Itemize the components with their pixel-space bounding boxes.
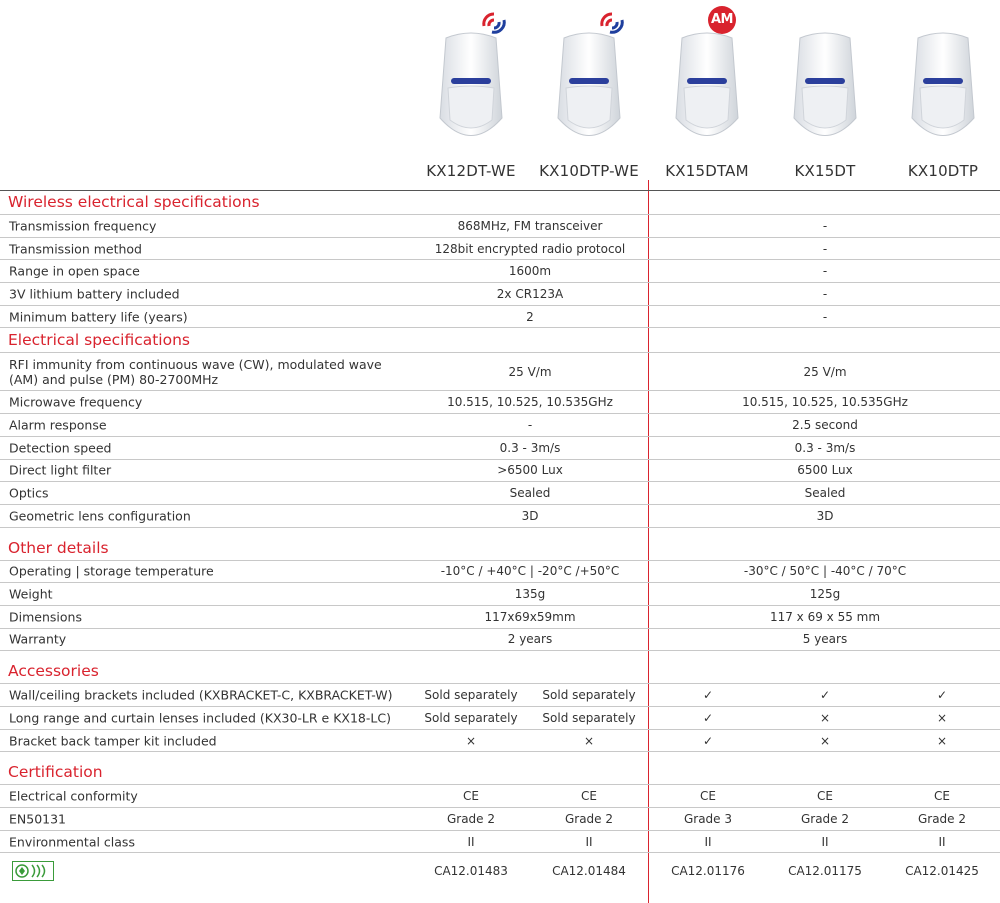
row-label: Minimum battery life (years) [9,309,188,325]
table-row [0,606,1000,629]
row-label: Range in open space [9,263,140,279]
pir-sensor-image [790,28,860,150]
product-name: KX15DTAM [665,162,749,180]
cell-kx10dtp-we: II [585,834,593,849]
row-label: Weight [9,586,53,602]
section-header-accessories [0,651,1000,684]
wired-value: - [822,241,828,256]
pir-sensor-image [908,28,978,150]
wired-value: - [822,264,828,279]
table-row [0,238,1000,261]
am-badge-icon: AM [708,6,736,34]
wired-value: 25 V/m [803,364,847,379]
cell-kx10dtp: CE [934,789,950,804]
wired-value: 10.515, 10.525, 10.535GHz [742,395,908,410]
product-kx10dtp-we [530,0,648,190]
wireless-value: 2 years [507,632,553,647]
wireless-value: >6500 Lux [497,463,563,478]
row-label: Microwave frequency [9,394,143,410]
cell-kx10dtp-we: Sold separately [542,688,636,703]
row-label: Transmission frequency [9,218,157,234]
cell-kx15dt: II [821,834,829,849]
check-icon: ✓ [936,688,948,703]
wireless-value: 0.3 - 3m/s [499,440,561,455]
wireless-value: 1600m [508,264,552,279]
section-title: Wireless electrical specifications [8,193,260,211]
wireless-value: 135g [514,587,546,602]
cell-kx10dtp-we: CA12.01484 [552,864,626,879]
table-row [0,505,1000,528]
cross-icon: × [819,733,831,748]
row-label: Wall/ceiling brackets included (KXBRACKET-C, KXBRACKET-W) [9,687,393,703]
table-row [0,730,1000,753]
row-label: Transmission method [9,241,142,257]
table-row [0,215,1000,238]
cell-kx10dtp: II [938,834,946,849]
wired-value: 2.5 second [792,417,858,432]
wireless-value: 3D [521,508,539,523]
table-row [0,629,1000,652]
table-row [0,283,1000,306]
product-kx10dtp [884,0,1000,190]
cell-kx10dtp: Grade 2 [917,811,967,826]
cross-icon: × [936,710,948,725]
wired-value: - [822,286,828,301]
cell-kx10dtp-we: CE [581,789,597,804]
cell-kx12dt-we: Sold separately [424,710,518,725]
cross-icon: × [819,710,831,725]
wired-value: Sealed [804,486,846,501]
row-label: Bracket back tamper kit included [9,733,217,749]
cell-kx12dt-we: Grade 2 [446,811,496,826]
wired-value: 3D [816,508,834,523]
table-row [0,306,1000,329]
product-header [0,0,1000,190]
section-title: Accessories [8,662,99,681]
wireless-value: - [527,417,533,432]
wireless-value: 117x69x59mm [484,609,576,624]
wireless-value: -10°C / +40°C | -20°C /+50°C [440,564,620,579]
row-label: Alarm response [9,417,107,433]
row-label: Optics [9,485,49,501]
row-label: EN50131 [9,811,67,827]
table-row [0,437,1000,460]
product-kx15dtam [648,0,766,190]
table-row [0,831,1000,854]
cell-kx10dtp-we: Grade 2 [564,811,614,826]
cell-kx15dtam: Grade 3 [683,811,733,826]
cell-kx15dt: Grade 2 [800,811,850,826]
cell-kx15dt: CA12.01175 [788,864,862,879]
cell-kx15dt: CE [817,789,833,804]
table-row [0,391,1000,414]
check-icon: ✓ [702,710,714,725]
table-row [0,561,1000,584]
wired-value: 125g [809,587,841,602]
wired-value: 6500 Lux [797,463,853,478]
row-label: Environmental class [9,834,135,850]
cell-kx10dtp: CA12.01425 [905,864,979,879]
product-kx12dt-we [412,0,530,190]
row-label: Dimensions [9,609,82,625]
wired-value: - [822,218,828,233]
row-label: Operating | storage temperature [9,563,214,579]
product-kx15dt [766,0,884,190]
certification-logo-icon [12,861,54,881]
wireless-value: 128bit encrypted radio protocol [434,241,626,256]
section-title: Other details [8,538,109,557]
spec-table [0,190,1000,889]
cell-kx10dtp-we: Sold separately [542,710,636,725]
section-header-other [0,528,1000,561]
wired-value: 117 x 69 x 55 mm [769,609,881,624]
cell-kx15dtam: CE [700,789,716,804]
table-row [0,414,1000,437]
cross-icon: × [583,733,595,748]
wireless-value: 2 [526,309,534,324]
cell-kx12dt-we: CA12.01483 [434,864,508,879]
wired-value: 5 years [802,632,848,647]
cell-kx15dtam: CA12.01176 [671,864,745,879]
table-row [0,707,1000,730]
product-name: KX10DTP-WE [539,162,639,180]
row-label: Detection speed [9,440,112,456]
cross-icon: × [936,733,948,748]
table-row [0,260,1000,283]
wireless-value: 25 V/m [508,364,552,379]
cell-kx12dt-we: CE [463,789,479,804]
row-label: RFI immunity from continuous wave (CW), modulated wave (AM) and pulse (PM) 80-2700MHz [9,356,382,387]
table-row [0,460,1000,483]
wireless-value: 868MHz, FM transceiver [457,218,603,233]
section-title: Certification [8,763,103,782]
row-label: Geometric lens configuration [9,508,191,524]
section-header-wireless [0,190,1000,215]
row-label: Long range and curtain lenses included (KX30-LR e KX18-LC) [9,710,391,726]
product-name: KX15DT [794,162,856,180]
wireless-value: 2x CR123A [496,286,564,301]
cell-kx12dt-we: II [467,834,475,849]
pir-sensor-image [672,28,742,150]
check-icon: ✓ [702,733,714,748]
cross-icon: × [465,733,477,748]
section-title: Electrical specifications [8,331,190,350]
check-icon: ✓ [819,688,831,703]
product-name: KX12DT-WE [426,162,516,180]
table-row [0,684,1000,707]
wired-value: -30°C / 50°C | -40°C / 70°C [743,564,907,579]
wired-value: 0.3 - 3m/s [794,440,856,455]
wired-value: - [822,309,828,324]
wireless-value: Sealed [509,486,551,501]
table-row [0,482,1000,505]
table-row [0,808,1000,831]
table-row [0,583,1000,606]
pir-sensor-image [436,28,506,150]
pir-sensor-image [554,28,624,150]
row-label: Warranty [9,631,67,647]
cell-kx15dtam: II [704,834,712,849]
row-label: Electrical conformity [9,788,138,804]
table-row [0,853,1000,889]
section-header-electrical [0,328,1000,353]
table-row [0,353,1000,391]
check-icon: ✓ [702,688,714,703]
product-name: KX10DTP [907,162,979,180]
row-label: Direct light filter [9,462,112,478]
wireless-value: 10.515, 10.525, 10.535GHz [447,395,613,410]
row-label: 3V lithium battery included [9,286,180,302]
table-row [0,785,1000,808]
section-header-certification [0,752,1000,785]
cell-kx12dt-we: Sold separately [424,688,518,703]
